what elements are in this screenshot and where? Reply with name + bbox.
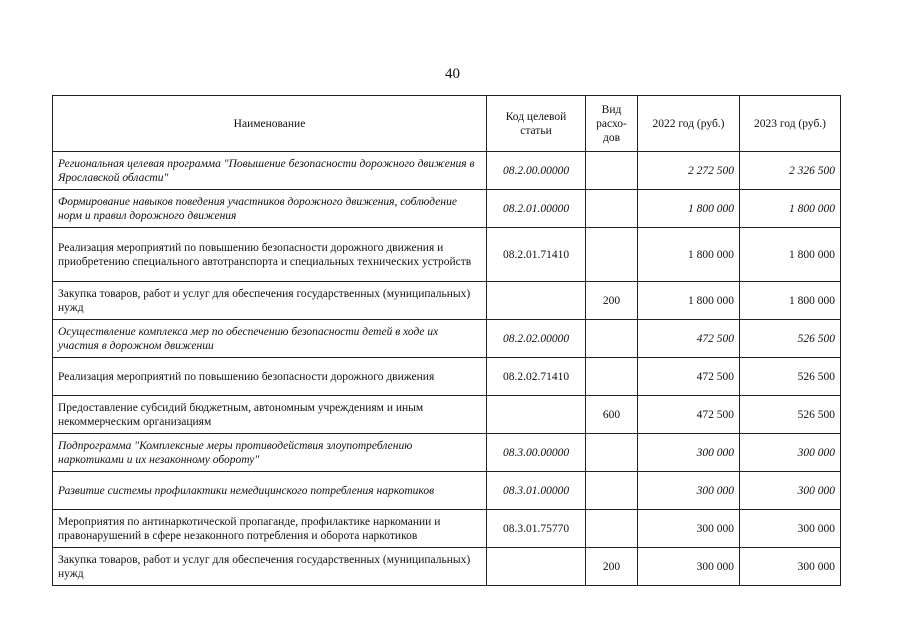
- row-2023-cell: 1 800 000: [740, 228, 841, 282]
- row-2023-cell: 526 500: [740, 396, 841, 434]
- row-name-cell: Региональная целевая программа "Повышение безопасности дорожного движения в Ярославской области": [53, 152, 487, 190]
- row-name-cell: Подпрограмма "Комплексные меры противодействия злоупотреблению наркотиками и их незаконному обороту": [53, 434, 487, 472]
- row-2023-cell: 300 000: [740, 434, 841, 472]
- row-type-cell: 200: [586, 548, 638, 586]
- table-body: [53, 152, 841, 586]
- row-2022-cell: 472 500: [638, 358, 740, 396]
- row-code-cell: [487, 396, 586, 434]
- table-row: [53, 320, 841, 358]
- table-row: [53, 358, 841, 396]
- header-type: Вид расхо-дов: [586, 96, 638, 152]
- row-2022-cell: 1 800 000: [638, 190, 740, 228]
- row-code-cell: 08.2.01.71410: [487, 228, 586, 282]
- row-code-cell: 08.3.01.00000: [487, 472, 586, 510]
- row-name-cell: Реализация мероприятий по повышению безопасности дорожного движения и приобретению специального автотранспорта и специальных технических устройств: [53, 228, 487, 282]
- budget-table: [52, 95, 841, 586]
- row-code-cell: [487, 282, 586, 320]
- row-type-cell: 600: [586, 396, 638, 434]
- row-2022-cell: 472 500: [638, 320, 740, 358]
- row-2023-cell: 300 000: [740, 510, 841, 548]
- row-name-cell: Развитие системы профилактики немедицинского потребления наркотиков: [53, 472, 487, 510]
- row-type-cell: 200: [586, 282, 638, 320]
- row-type-cell: [586, 320, 638, 358]
- row-name-cell: Реализация мероприятий по повышению безопасности дорожного движения: [53, 358, 487, 396]
- row-2022-cell: 2 272 500: [638, 152, 740, 190]
- table-row: [53, 228, 841, 282]
- row-2023-cell: 1 800 000: [740, 190, 841, 228]
- row-type-cell: [586, 510, 638, 548]
- row-2023-cell: 300 000: [740, 548, 841, 586]
- row-code-cell: 08.2.01.00000: [487, 190, 586, 228]
- row-type-cell: [586, 228, 638, 282]
- table-row: [53, 434, 841, 472]
- row-type-cell: [586, 472, 638, 510]
- page-number: 40: [445, 66, 460, 82]
- row-code-cell: 08.2.02.00000: [487, 320, 586, 358]
- table-row: [53, 548, 841, 586]
- table-row: [53, 282, 841, 320]
- row-name-cell: Предоставление субсидий бюджетным, автономным учреждениям и иным некоммерческим организациям: [53, 396, 487, 434]
- row-2022-cell: 300 000: [638, 472, 740, 510]
- row-2023-cell: 300 000: [740, 472, 841, 510]
- row-2022-cell: 300 000: [638, 434, 740, 472]
- row-name-cell: Закупка товаров, работ и услуг для обеспечения государственных (муниципальных) нужд: [53, 282, 487, 320]
- row-name-cell: Мероприятия по антинаркотической пропаганде, профилактике наркомании и правонарушений в сфере незаконного потребления и оборота наркотиков: [53, 510, 487, 548]
- row-type-cell: [586, 152, 638, 190]
- row-2022-cell: 300 000: [638, 510, 740, 548]
- row-2022-cell: 1 800 000: [638, 282, 740, 320]
- row-2022-cell: 1 800 000: [638, 228, 740, 282]
- table-row: [53, 190, 841, 228]
- row-2023-cell: 526 500: [740, 320, 841, 358]
- row-type-cell: [586, 434, 638, 472]
- row-type-cell: [586, 190, 638, 228]
- row-2022-cell: 300 000: [638, 548, 740, 586]
- table-row: [53, 152, 841, 190]
- table-row: [53, 396, 841, 434]
- row-code-cell: 08.3.00.00000: [487, 434, 586, 472]
- row-2023-cell: 1 800 000: [740, 282, 841, 320]
- header-2023: 2023 год (руб.): [740, 96, 841, 152]
- row-code-cell: 08.3.01.75770: [487, 510, 586, 548]
- table-row: [53, 472, 841, 510]
- row-2023-cell: 526 500: [740, 358, 841, 396]
- header-name: Наименование: [53, 96, 487, 152]
- table-row: [53, 510, 841, 548]
- row-name-cell: Формирование навыков поведения участников дорожного движения, соблюдение норм и правил дорожного движения: [53, 190, 487, 228]
- table-header-row: [53, 96, 841, 152]
- row-name-cell: Закупка товаров, работ и услуг для обеспечения государственных (муниципальных) нужд: [53, 548, 487, 586]
- row-2022-cell: 472 500: [638, 396, 740, 434]
- header-code: Код целевой статьи: [487, 96, 586, 152]
- row-code-cell: [487, 548, 586, 586]
- row-type-cell: [586, 358, 638, 396]
- row-name-cell: Осуществление комплекса мер по обеспечению безопасности детей в ходе их участия в дорожном движении: [53, 320, 487, 358]
- row-code-cell: 08.2.00.00000: [487, 152, 586, 190]
- header-2022: 2022 год (руб.): [638, 96, 740, 152]
- row-code-cell: 08.2.02.71410: [487, 358, 586, 396]
- row-2023-cell: 2 326 500: [740, 152, 841, 190]
